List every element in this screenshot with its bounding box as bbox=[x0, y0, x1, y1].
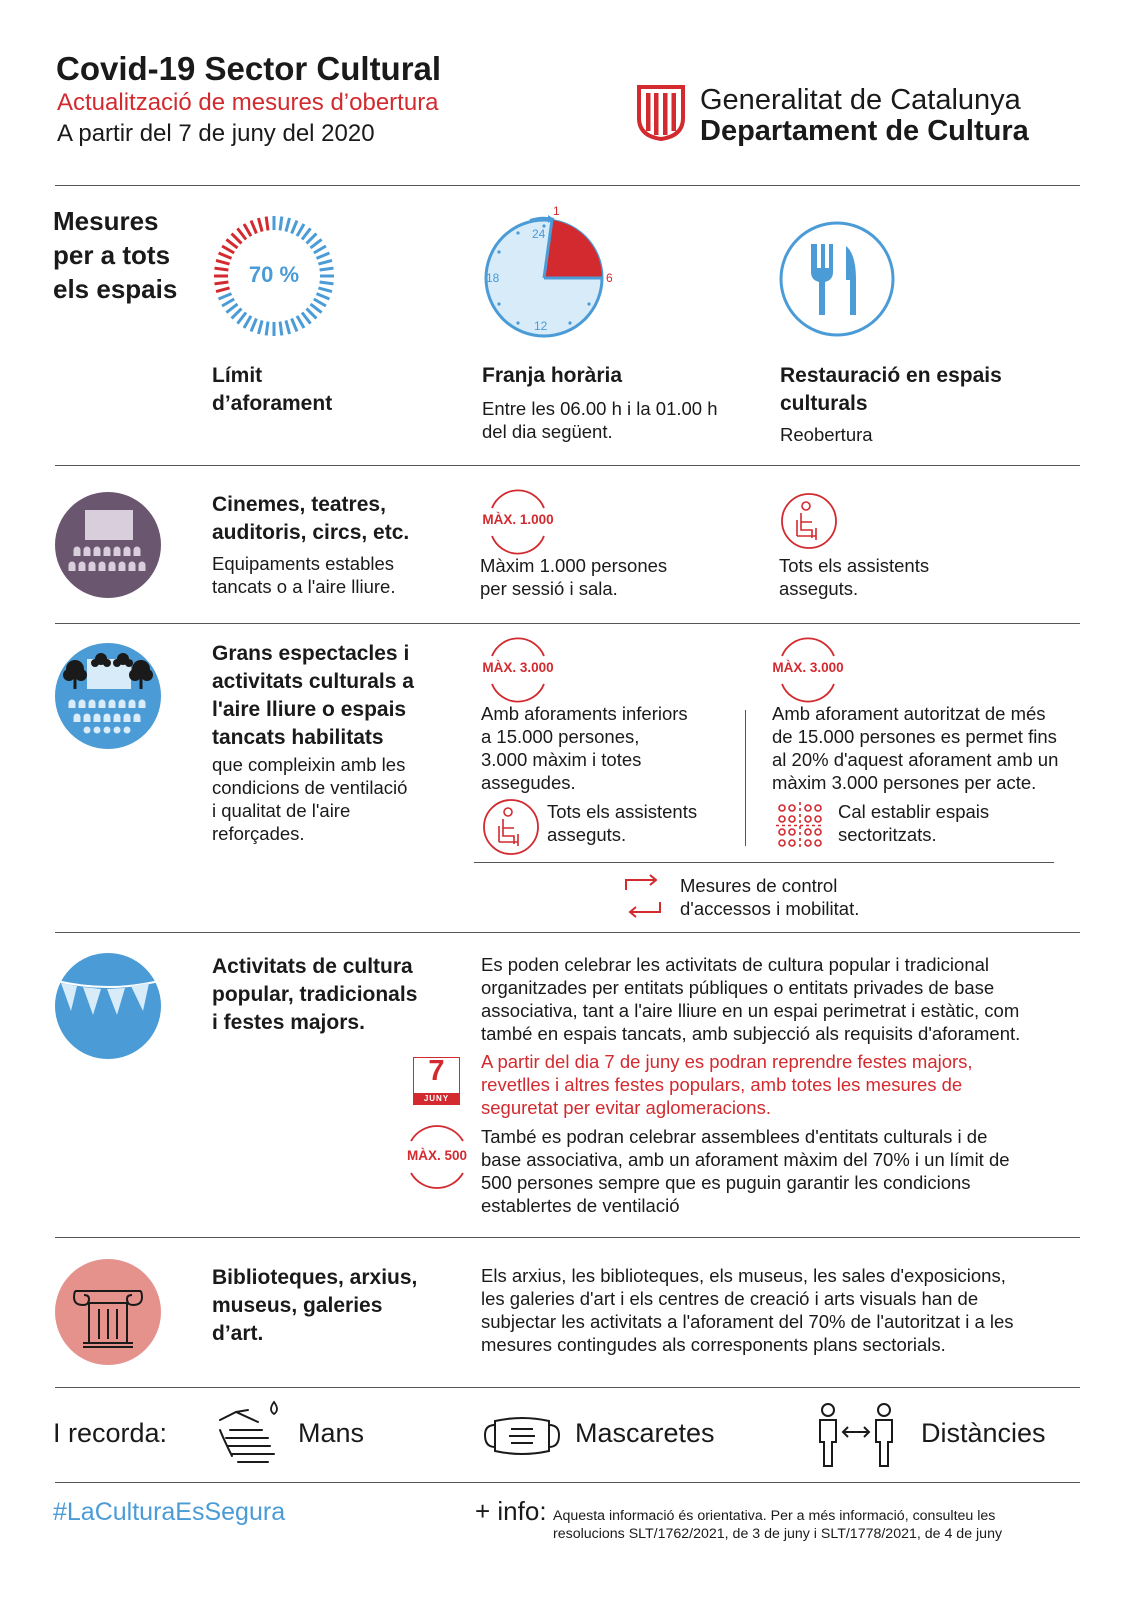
org-name: Generalitat de Catalunya bbox=[700, 84, 1021, 116]
fork-knife-icon bbox=[778, 220, 896, 338]
gauge-tick bbox=[222, 299, 234, 306]
gauge-tick bbox=[258, 218, 262, 232]
divider bbox=[55, 1482, 1080, 1483]
gauge-tick bbox=[310, 239, 321, 248]
sectors-icon bbox=[776, 802, 824, 848]
big-events-text-b: Amb aforament autoritzat de més de 15.000 persones es permet fins al 20% d'aquest aforament amb un màxim 3.000 persones per acte. bbox=[772, 703, 1059, 793]
gauge-tick bbox=[258, 320, 262, 334]
gauge-tick bbox=[226, 304, 237, 313]
max-500-badge: MÀX. 500 bbox=[397, 1127, 477, 1187]
gauge-tick bbox=[216, 288, 230, 292]
hashtag: #LaCulturaEsSegura bbox=[53, 1498, 286, 1526]
gauge-tick bbox=[307, 309, 317, 319]
big-events-desc: que compleixin amb les condicions de ventilació i qualitat de l'aire reforçades. bbox=[212, 754, 408, 844]
gauge-tick bbox=[310, 304, 321, 313]
generalitat-logo bbox=[636, 84, 686, 141]
seated-person-icon bbox=[482, 798, 540, 856]
hands-label: Mans bbox=[298, 1418, 365, 1448]
schedule-desc: Entre les 06.00 h i la 01.00 h del dia següent. bbox=[482, 398, 718, 442]
page-date: A partir del 7 de juny del 2020 bbox=[57, 120, 375, 147]
gauge-tick bbox=[266, 217, 268, 231]
divider bbox=[55, 185, 1080, 186]
schedule-title: Franja horària bbox=[482, 364, 623, 387]
big-events-text-a: Amb aforaments inferiors a 15.000 persones, 3.000 màxim i totes assegudes. bbox=[481, 703, 688, 793]
svg-text:24: 24 bbox=[532, 227, 546, 241]
max-1000-badge: MÀX. 1.000 bbox=[478, 494, 558, 550]
bunting-icon bbox=[55, 953, 161, 1059]
popular-text-2: A partir del dia 7 de juny es podran reprendre festes majors, revetlles i altres festes populars, amb totes les mesures de seguretat per evitar aglomeracions. bbox=[481, 1051, 973, 1118]
gauge-tick bbox=[318, 288, 332, 292]
gauge-tick bbox=[302, 312, 311, 323]
gauge-tick bbox=[286, 320, 290, 334]
calendar-icon: 7 JUNY bbox=[413, 1057, 460, 1105]
capacity-gauge-icon bbox=[212, 214, 336, 338]
libraries-title: Biblioteques, arxius, museus, galeries d’art. bbox=[212, 1266, 418, 1345]
gauge-tick bbox=[251, 221, 256, 234]
divider bbox=[474, 862, 1054, 863]
page-subtitle: Actualització de mesures d’obertura bbox=[57, 89, 439, 116]
sectors-text: Cal establir espais sectoritzats. bbox=[838, 801, 990, 845]
cinema-icon bbox=[55, 492, 161, 598]
gauge-tick bbox=[297, 224, 304, 236]
big-events-seated-text: Tots els assistents asseguts. bbox=[547, 801, 698, 845]
access-control-icon bbox=[622, 874, 664, 918]
gauge-tick bbox=[237, 228, 246, 239]
divider bbox=[55, 465, 1080, 466]
restaurant-title: Restauració en espais culturals bbox=[780, 364, 1002, 415]
access-control-text: Mesures de control d'accessos i mobilitat. bbox=[680, 875, 860, 919]
column-divider bbox=[745, 710, 746, 846]
cinemas-max-text: Màxim 1.000 persones per sessió i sala. bbox=[480, 555, 668, 599]
distance-icon bbox=[816, 1402, 896, 1468]
gauge-tick bbox=[316, 294, 329, 299]
hand-washing-icon bbox=[218, 1400, 282, 1466]
capacity-percent: 70 % bbox=[248, 262, 300, 287]
cinemas-title: Cinemes, teatres, auditoris, circs, etc. bbox=[212, 493, 410, 544]
libraries-text: Els arxius, les biblioteques, els museus, les sales d'exposicions, les galeries d'art i els centres de creació i arts visuals han de subjectar les activitats a l'aforament del 70% de l'autoritzat i a les mesures contingudes als corresponents plans sectorials. bbox=[481, 1265, 1014, 1355]
gauge-tick bbox=[232, 234, 242, 244]
info-text: Aquesta informació és orientativa. Per a més informació, consulteu les resolucions SLT/1762/2021, de 3 de juny i SLT/1778/2021, de 4 de juny bbox=[553, 1508, 1003, 1542]
restaurant-desc: Reobertura bbox=[780, 424, 873, 445]
face-mask-icon bbox=[483, 1415, 561, 1457]
svg-text:12: 12 bbox=[534, 319, 548, 333]
divider bbox=[55, 932, 1080, 933]
gauge-tick bbox=[266, 322, 268, 336]
gauge-tick bbox=[314, 299, 326, 306]
max-3000-badge: MÀX. 3.000 bbox=[478, 642, 558, 698]
general-heading: Mesures per a tots els espais bbox=[53, 206, 178, 304]
gauge-tick bbox=[292, 318, 297, 331]
divider bbox=[55, 1387, 1080, 1388]
gauge-tick bbox=[280, 322, 282, 336]
gauge-tick bbox=[302, 228, 311, 239]
svg-text:18: 18 bbox=[486, 271, 500, 285]
info-label: + info: bbox=[475, 1496, 547, 1526]
gauge-tick bbox=[232, 309, 242, 319]
gauge-tick bbox=[244, 224, 251, 236]
page-title: Covid-19 Sector Cultural bbox=[56, 50, 442, 87]
cinemas-seated-text: Tots els assistents asseguts. bbox=[779, 555, 930, 599]
gauge-tick bbox=[316, 253, 329, 258]
max-3000-badge: MÀX. 3.000 bbox=[768, 642, 848, 698]
org-department: Departament de Cultura bbox=[700, 115, 1029, 147]
big-events-title: Grans espectacles i activitats culturals a l'aire lliure o espais tancats habilitats bbox=[212, 642, 414, 749]
popular-title: Activitats de cultura popular, tradicionals i festes majors. bbox=[212, 955, 418, 1034]
gauge-tick bbox=[292, 221, 297, 234]
popular-text-1: Es poden celebrar les activitats de cultura popular i tradicional organitzades per entitats públiques o entitats privades de base associativa, tant a l'aire lliure en un espai perimetrat i estàtic, com també en espais tancats, amb subjecció als requisits d'aforament. bbox=[481, 954, 1021, 1044]
svg-text:1: 1 bbox=[553, 204, 560, 218]
reminder-label: I recorda: bbox=[53, 1418, 168, 1448]
gauge-tick bbox=[286, 218, 290, 232]
distance-label: Distàncies bbox=[921, 1418, 1046, 1448]
masks-label: Mascaretes bbox=[575, 1418, 715, 1448]
popular-text-3: També es podran celebrar assemblees d'entitats culturals i de base associativa, amb un aforament màxim del 70% i un límit de 500 persones sempre que es puguin garantir les condicions establertes de ventilació bbox=[481, 1126, 1010, 1216]
column-pillar-icon bbox=[55, 1259, 161, 1365]
seated-person-icon bbox=[780, 492, 838, 550]
gauge-tick bbox=[280, 217, 282, 231]
gauge-tick bbox=[237, 312, 246, 323]
gauge-tick bbox=[307, 234, 317, 244]
gauge-tick bbox=[297, 316, 304, 328]
gauge-tick bbox=[314, 246, 326, 253]
gauge-tick bbox=[226, 239, 237, 248]
divider bbox=[55, 623, 1080, 624]
clock-icon bbox=[482, 206, 622, 341]
gauge-tick bbox=[219, 253, 232, 258]
gauge-tick bbox=[244, 316, 251, 328]
gauge-tick bbox=[222, 246, 234, 253]
gauge-tick bbox=[219, 294, 232, 299]
cinemas-desc: Equipaments estables tancats o a l'aire lliure. bbox=[212, 553, 396, 597]
outdoor-venue-icon bbox=[55, 643, 161, 749]
gauge-tick bbox=[251, 318, 256, 331]
capacity-title: Límit d’aforament bbox=[212, 364, 333, 415]
divider bbox=[55, 1237, 1080, 1238]
svg-text:6: 6 bbox=[606, 271, 613, 285]
